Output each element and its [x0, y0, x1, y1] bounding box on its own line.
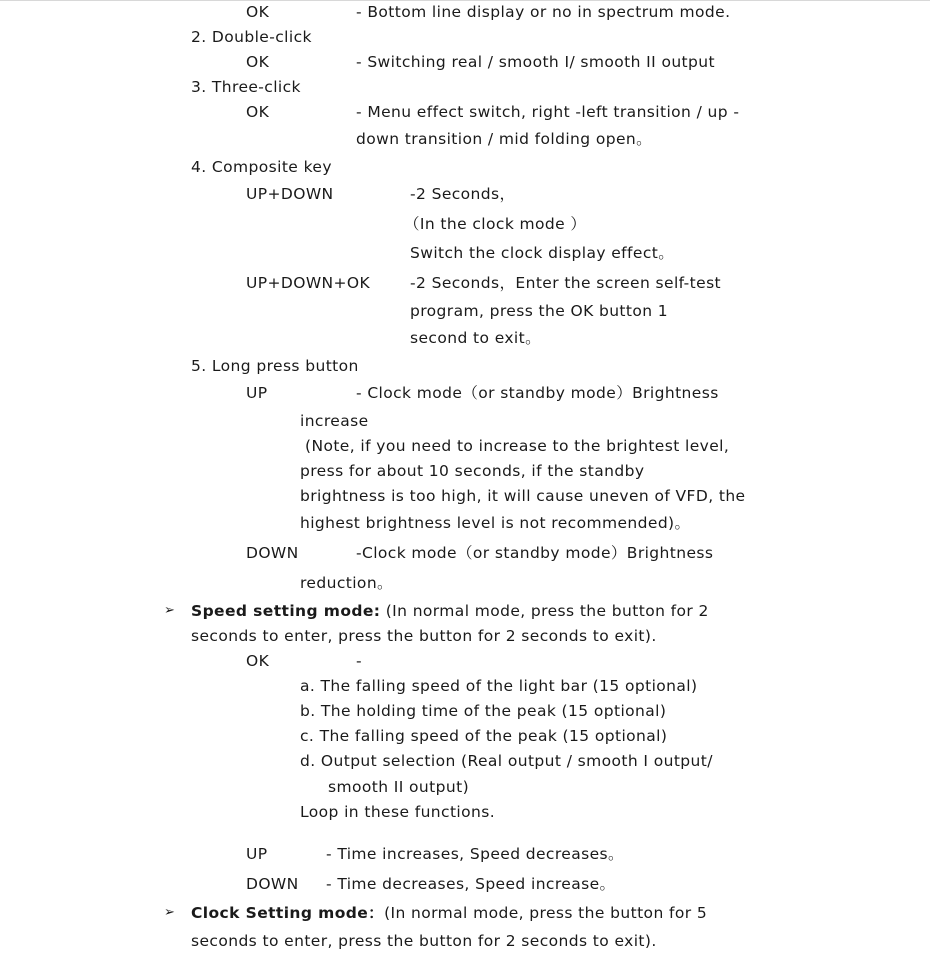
section-heading-three-click: 3. Three-click — [191, 78, 301, 96]
key-description-continued: second to exit。 — [410, 329, 542, 347]
key-description: - — [356, 652, 362, 670]
bullet-arrow-icon: ➢ — [164, 603, 175, 618]
mode-heading-clock-setting — [191, 902, 707, 924]
key-description-continued: program, press the OK button 1 — [410, 302, 669, 320]
section-heading-long-press: 5. Long press button — [191, 357, 359, 375]
list-item-c: c. The falling speed of the peak (15 optional) — [300, 727, 668, 745]
note-text: brightness is too high, it will cause uneven of VFD, the — [300, 487, 746, 505]
key-description: -2 Seconds，Enter the screen self-test — [410, 274, 722, 292]
key-description: - Bottom line display or no in spectrum mode. — [356, 3, 731, 21]
key-description-continued: increase — [300, 412, 369, 430]
key-description-continued: down transition / mid folding open。 — [356, 130, 653, 148]
key-description-continued: Switch the clock display effect。 — [410, 244, 675, 262]
section-heading-double-click: 2. Double-click — [191, 28, 312, 46]
mode-heading-note-continued: seconds to enter, press the button for 2 seconds to exit). — [191, 627, 657, 645]
mode-heading-text: Speed setting mode: — [191, 602, 381, 620]
section-heading-composite-key: 4. Composite key — [191, 158, 332, 176]
key-description: -Clock mode（or standby mode）Brightness — [356, 544, 714, 562]
note-text: (Note, if you need to increase to the brightest level, — [305, 437, 730, 455]
bullet-arrow-icon: ➢ — [164, 905, 175, 920]
key-description: - Switching real / smooth I/ smooth II output — [356, 53, 715, 71]
mode-heading-speed-setting — [191, 600, 709, 622]
key-label-ok: OK — [246, 652, 270, 670]
key-label-ok: OK — [246, 3, 270, 21]
key-description-continued: （In the clock mode ） — [404, 215, 587, 233]
key-label-down: DOWN — [246, 544, 299, 562]
key-label-up-down-ok: UP+DOWN+OK — [246, 274, 371, 292]
list-item-a: a. The falling speed of the light bar (15 optional) — [300, 677, 698, 695]
mode-heading-text: Clock Setting mode： — [191, 904, 385, 922]
key-label-ok: OK — [246, 53, 270, 71]
mode-heading-note: (In normal mode, press the button for 2 — [385, 602, 709, 620]
key-label-up: UP — [246, 384, 268, 402]
mode-heading-note-continued: seconds to enter, press the button for 2 seconds to exit). — [191, 932, 657, 950]
key-description: - Time increases, Speed decreases。 — [326, 845, 624, 863]
key-label-up-down: UP+DOWN — [246, 185, 334, 203]
key-description: -2 Seconds， — [410, 185, 516, 203]
key-label-up: UP — [246, 845, 268, 863]
mode-heading-note: (In normal mode, press the button for 5 — [384, 904, 708, 922]
key-description-continued: reduction。 — [300, 574, 393, 592]
note-text: highest brightness level is not recommended)。 — [300, 514, 691, 532]
key-label-down: DOWN — [246, 875, 299, 893]
key-description: - Clock mode（or standby mode）Brightness — [356, 384, 719, 402]
list-item-d: d. Output selection (Real output / smooth I output/ — [300, 752, 713, 770]
key-description: - Time decreases, Speed increase。 — [326, 875, 616, 893]
key-label-ok: OK — [246, 103, 270, 121]
list-item-b: b. The holding time of the peak (15 optional) — [300, 702, 667, 720]
note-text: press for about 10 seconds, if the standby — [300, 462, 645, 480]
key-description: - Menu effect switch, right -left transition / up - — [356, 103, 740, 121]
list-item-d-continued: smooth II output) — [328, 778, 470, 796]
loop-note: Loop in these functions. — [300, 803, 496, 821]
